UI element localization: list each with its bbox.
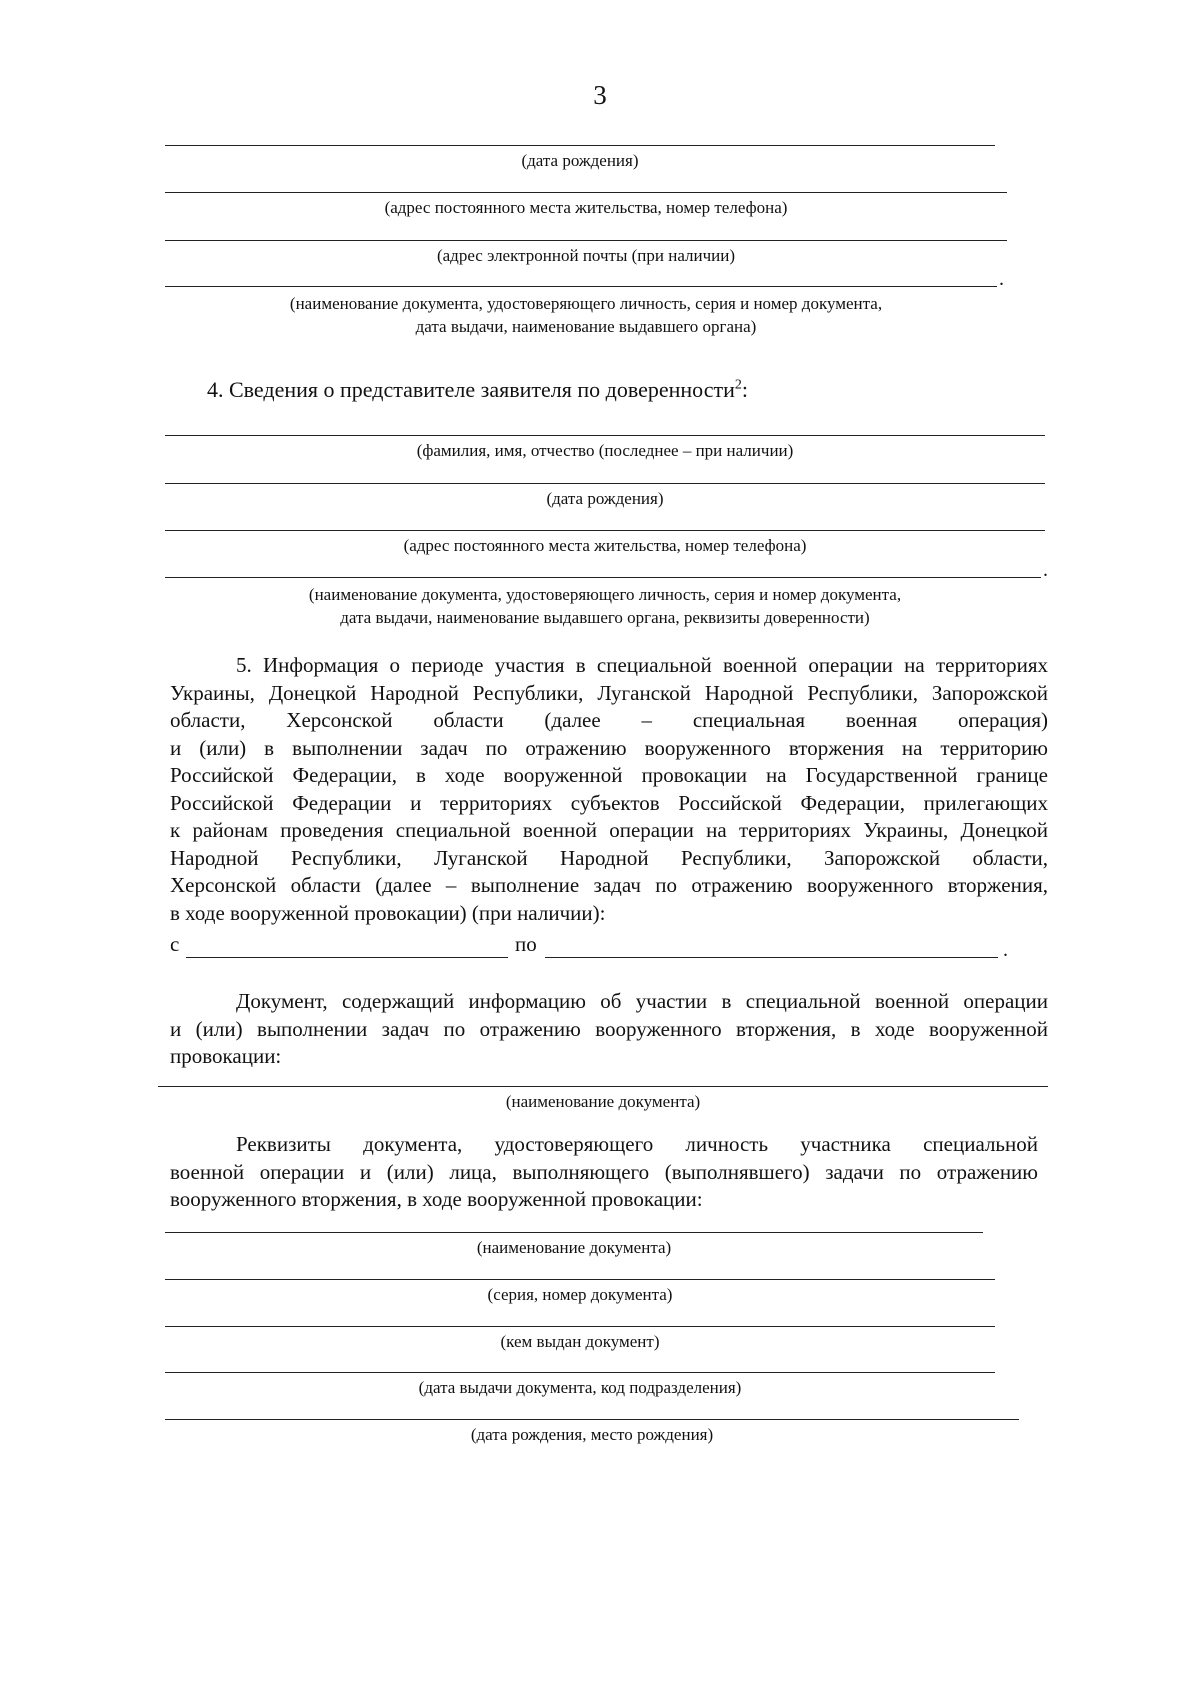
representative-address-caption: (адрес постоянного места жительства, номер телефона) <box>403 536 807 555</box>
identity-document-name-caption: (наименование документа) <box>476 1238 672 1257</box>
participation-doc-line: Документ, содержащий информацию об участии в специальной военной операции <box>236 989 1048 1013</box>
section-4-heading-end: : <box>741 377 749 402</box>
section-5-line: Российской Федерации, в ходе вооруженной провокации на Государственной границе <box>170 763 1048 787</box>
identity-doc-line: военной операции и (или) лица, выполняющего (выполнявшего) задачи по отражению <box>170 1159 1038 1184</box>
section-5-line: Российской Федерации и территориях субъектов Российской Федерации, прилегающих <box>170 790 1048 815</box>
birth-date-place-line[interactable] <box>165 1419 1019 1420</box>
participation-document-caption: (наименование документа) <box>505 1092 701 1111</box>
identity-document-issued-by-caption: (кем выдан документ) <box>500 1332 660 1351</box>
section-5-paragraph <box>170 652 1048 927</box>
address-caption: (адрес постоянного места жительства, номер телефона) <box>384 198 788 217</box>
representative-name-line[interactable] <box>165 435 1045 436</box>
identity-document-series-number-caption: (серия, номер документа) <box>487 1285 673 1304</box>
representative-name-caption: (фамилия, имя, отчество (последнее – при наличии) <box>416 441 794 460</box>
identity-document-paragraph <box>170 1131 1038 1214</box>
participation-doc-line: и (или) выполнении задач по отражению вооруженного вторжения, в ходе вооруженной <box>170 1016 1048 1041</box>
identity-document-name-line[interactable] <box>165 1232 983 1233</box>
period-from-line[interactable] <box>186 957 508 958</box>
representative-address-line[interactable] <box>165 530 1045 531</box>
representative-birth-date-caption: (дата рождения) <box>546 489 664 508</box>
address-line[interactable] <box>165 192 1007 193</box>
period-line-end-dot: . <box>1003 939 1008 961</box>
identity-doc-line: Реквизиты документа, удостоверяющего личность участника специальной <box>236 1132 1038 1156</box>
section-5-line: Украины, Донецкой Народной Республики, Луганской Народной Республики, Запорожской <box>170 680 1048 705</box>
section-5-line: в ходе вооруженной провокации) (при наличии): <box>170 900 606 925</box>
period-to-label: по <box>515 932 537 956</box>
birth-date-place-caption: (дата рождения, место рождения) <box>470 1425 714 1444</box>
representative-id-document-caption-line2: дата выдачи, наименование выдавшего органа, реквизиты доверенности) <box>340 608 870 627</box>
section-5-line: Народной Республики, Луганской Народной Республики, Запорожской области, <box>170 845 1048 870</box>
section-5-line: 5. Информация о периоде участия в специальной военной операции на территориях <box>236 653 1048 677</box>
representative-id-line-end-dot: . <box>1043 559 1048 581</box>
participation-document-line[interactable] <box>158 1086 1048 1087</box>
period-from-label: с <box>170 932 180 956</box>
section-5-line: Херсонской области (далее – выполнение задач по отражению вооруженного вторжения, <box>170 873 1048 897</box>
representative-id-document-caption-line1: (наименование документа, удостоверяющего личность, серия и номер документа, <box>308 585 902 604</box>
participation-doc-line: провокации: <box>170 1044 282 1068</box>
email-line[interactable] <box>165 240 1007 241</box>
birth-date-caption: (дата рождения) <box>521 151 639 170</box>
section-5-line: к районам проведения специальной военной операции на территориях Украины, Донецкой <box>170 818 1048 842</box>
identity-document-issued-by-line[interactable] <box>165 1326 995 1327</box>
section-5-line: и (или) в выполнении задач по отражению вооруженного вторжения на территорию <box>170 735 1048 760</box>
id-document-line[interactable] <box>165 286 997 287</box>
footnote-ref[interactable]: 2 <box>734 377 742 393</box>
section-4-heading-text: 4. Сведения о представителе заявителя по доверенности <box>207 377 735 402</box>
representative-id-document-line[interactable] <box>165 577 1041 578</box>
page-number: 3 <box>593 80 607 110</box>
identity-document-issue-date-caption: (дата выдачи документа, код подразделения) <box>418 1378 742 1397</box>
email-caption: (адрес электронной почты (при наличии) <box>436 246 736 265</box>
id-document-caption-line1: (наименование документа, удостоверяющего личность, серия и номер документа, <box>289 294 883 313</box>
participation-document-paragraph <box>170 988 1048 1071</box>
identity-document-issue-date-line[interactable] <box>165 1372 995 1373</box>
section-5-line: области, Херсонской области (далее – специальная военная операция) <box>170 708 1048 732</box>
identity-doc-line: вооруженного вторжения, в ходе вооруженной провокации: <box>170 1187 703 1211</box>
id-document-line-end-dot: . <box>999 268 1004 290</box>
id-document-caption-line2: дата выдачи, наименование выдавшего органа) <box>415 317 757 336</box>
representative-birth-date-line[interactable] <box>165 483 1045 484</box>
identity-document-series-number-line[interactable] <box>165 1279 995 1280</box>
section-4-heading <box>207 377 748 403</box>
period-to-line[interactable] <box>545 957 998 958</box>
birth-date-line[interactable] <box>165 145 995 146</box>
